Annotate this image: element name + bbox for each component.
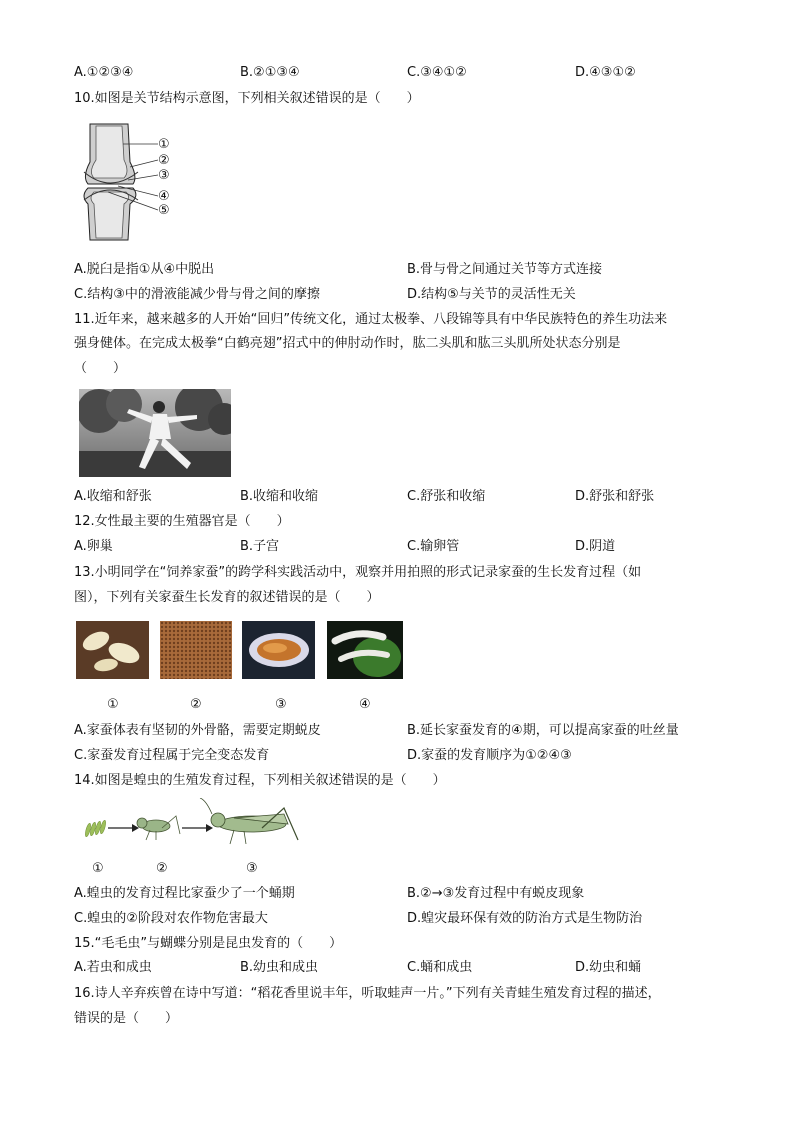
silkworm-label-1: ①	[107, 697, 119, 712]
silkworm-photo-eggs	[160, 621, 232, 679]
joint-label-4: ④	[158, 189, 170, 204]
taichi-photo	[79, 389, 231, 477]
q12-option-d: D.阴道	[575, 539, 616, 554]
joint-label-2: ②	[158, 153, 170, 168]
joint-label-5: ⑤	[158, 203, 170, 218]
q14-option-a: A.蝗虫的发育过程比家蚕少了一个蛹期	[74, 886, 295, 901]
q9-option-a: A.①②③④	[74, 65, 134, 80]
q14-option-d: D.蝗灾最环保有效的防治方式是生物防治	[407, 911, 643, 926]
q11-stem-line-2: 强身健体。在完成太极拳“白鹤亮翅”招式中的伸肘动作时，肱二头肌和肱三头肌所处状态分别是	[74, 336, 621, 351]
q9-option-d: D.④③①②	[575, 65, 636, 80]
silkworm-photo-larva	[327, 621, 403, 679]
q13-option-d: D.家蚕的发育顺序为①②④③	[407, 748, 572, 763]
q10-option-d: D.结构⑤与关节的灵活性无关	[407, 287, 576, 302]
q15-option-b: B.幼虫和成虫	[240, 960, 319, 975]
q12-option-a: A.卵巢	[74, 539, 113, 554]
q15-option-a: A.若虫和成虫	[74, 960, 152, 975]
joint-label-1: ①	[158, 137, 170, 152]
q11-option-d: D.舒张和舒张	[575, 489, 655, 504]
silkworm-photo-pupa	[242, 621, 315, 679]
q10-stem: 10.如图是关节结构示意图，下列相关叙述错误的是（ ）	[74, 91, 420, 106]
q10-option-c: C.结构③中的滑液能减少骨与骨之间的摩擦	[74, 287, 320, 302]
q11-option-b: B.收缩和收缩	[240, 489, 319, 504]
q13-option-b: B.延长家蚕发育的④期，可以提高家蚕的吐丝量	[407, 723, 679, 738]
locust-life-cycle-diagram	[84, 798, 304, 850]
q11-stem-line-1: 11.近年来，越来越多的人开始“回归”传统文化，通过太极拳、八段锦等具有中华民族特色的养生功法来	[74, 312, 668, 327]
locust-label-2: ②	[156, 861, 168, 876]
q13-option-a: A.家蚕体表有坚韧的外骨骼，需要定期蜕皮	[74, 723, 321, 738]
q9-option-b: B.②①③④	[240, 65, 300, 80]
q13-stem-line-2: 图），下列有关家蚕生长发育的叙述错误的是（ ）	[74, 590, 380, 605]
q12-stem: 12.女性最主要的生殖器官是（ ）	[74, 514, 290, 529]
q12-option-b: B.子宫	[240, 539, 280, 554]
silkworm-label-4: ④	[359, 697, 371, 712]
q14-option-c: C.蝗虫的②阶段对农作物危害最大	[74, 911, 268, 926]
q15-stem: 15.“毛毛虫”与蝴蝶分别是昆虫发育的（ ）	[74, 936, 343, 951]
silkworm-label-3: ③	[275, 697, 287, 712]
q14-stem: 14.如图是蝗虫的生殖发育过程，下列相关叙述错误的是（ ）	[74, 773, 446, 788]
q11-option-a: A.收缩和舒张	[74, 489, 152, 504]
locust-label-3: ③	[246, 861, 258, 876]
q9-option-c: C.③④①②	[407, 65, 467, 80]
silkworm-label-2: ②	[190, 697, 202, 712]
q11-option-c: C.舒张和收缩	[407, 489, 486, 504]
q16-stem-line-2: 错误的是（ ）	[74, 1011, 179, 1026]
silkworm-photo-adult-moth	[76, 621, 149, 679]
q13-stem-line-1: 13.小明同学在“饲养家蚕”的跨学科实践活动中，观察并用拍照的形式记录家蚕的生长发育过程（如	[74, 565, 642, 580]
locust-label-1: ①	[92, 861, 104, 876]
q10-option-a: A.脱臼是指①从④中脱出	[74, 262, 215, 277]
q12-option-c: C.输卵管	[407, 539, 460, 554]
joint-label-3: ③	[158, 168, 170, 183]
q15-option-c: C.蛹和成虫	[407, 960, 473, 975]
q13-option-c: C.家蚕发育过程属于完全变态发育	[74, 748, 270, 763]
q16-stem-line-1: 16.诗人辛弃疾曾在诗中写道：“稻花香里说丰年，听取蛙声一片。”下列有关青蛙生殖发育过程的描述，	[74, 986, 661, 1001]
q11-stem-line-3: （ ）	[74, 361, 127, 376]
q15-option-d: D.幼虫和蛹	[575, 960, 642, 975]
q10-option-b: B.骨与骨之间通过关节等方式连接	[407, 262, 603, 277]
q14-option-b: B.②→③发育过程中有蜕皮现象	[407, 886, 585, 901]
